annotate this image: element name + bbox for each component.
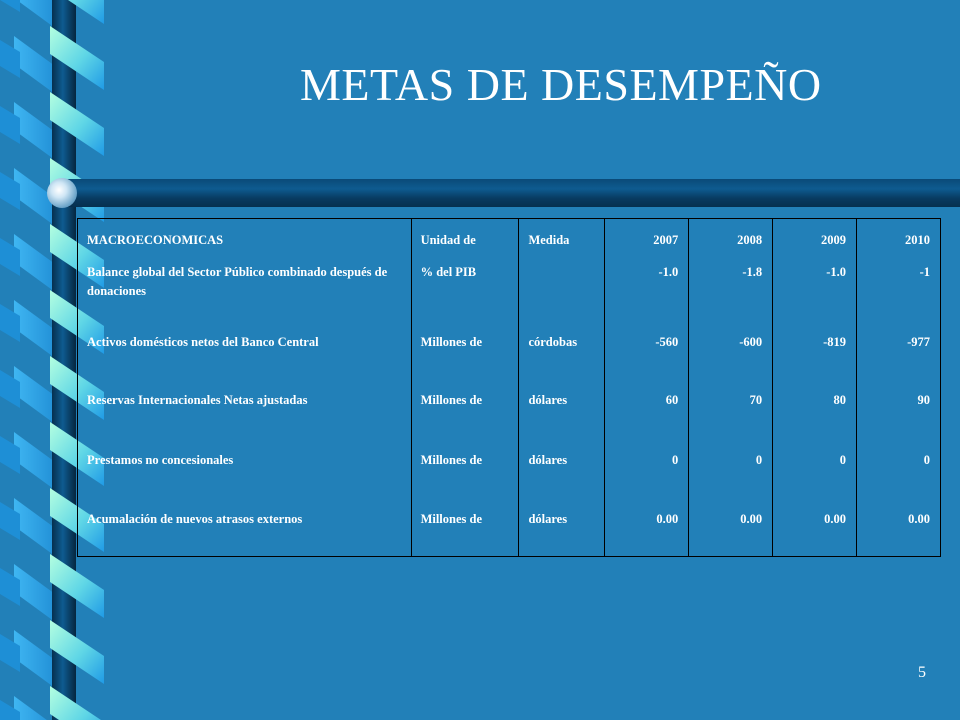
table-cell: -977 — [857, 321, 941, 379]
table-cell: dólares — [519, 379, 605, 439]
divider-bar — [62, 179, 960, 207]
table-row — [78, 439, 941, 498]
header-cell: 2008 — [689, 219, 773, 261]
table-cell: dólares — [519, 439, 605, 498]
header-cell: 2010 — [857, 219, 941, 261]
table-row — [78, 379, 941, 439]
table-cell: dólares — [519, 498, 605, 557]
table-cell: -1 — [857, 261, 941, 321]
table-row — [78, 261, 941, 321]
table-cell: 0.00 — [689, 498, 773, 557]
table-cell: -1.8 — [689, 261, 773, 321]
header-cell: Unidad de — [411, 219, 519, 261]
table-row — [78, 321, 941, 379]
table-cell: 0 — [689, 439, 773, 498]
table-cell: Balance global del Sector Público combinado después de donaciones — [78, 261, 412, 321]
divider-knob — [47, 178, 77, 208]
table-cell: 60 — [605, 379, 689, 439]
table-cell: -819 — [773, 321, 857, 379]
table-cell: -1.0 — [605, 261, 689, 321]
table-cell — [519, 261, 605, 321]
table-header-row — [78, 219, 941, 261]
table-cell: Millones de — [411, 498, 519, 557]
performance-goals-table — [77, 218, 941, 557]
table-cell: Acumalación de nuevos atrasos externos — [78, 498, 412, 557]
table-cell: 0 — [857, 439, 941, 498]
table-cell: Millones de — [411, 439, 519, 498]
table-cell: 0 — [773, 439, 857, 498]
table-cell: -600 — [689, 321, 773, 379]
header-cell: 2009 — [773, 219, 857, 261]
page-title: METAS DE DESEMPEÑO — [300, 59, 822, 110]
page-number: 5 — [918, 664, 926, 681]
table-cell: 90 — [857, 379, 941, 439]
table-cell: Millones de — [411, 321, 519, 379]
table-cell: Activos domésticos netos del Banco Central — [78, 321, 412, 379]
header-cell: Medida — [519, 219, 605, 261]
table-cell: Prestamos no concesionales — [78, 439, 412, 498]
table-cell: 80 — [773, 379, 857, 439]
table-cell: -1.0 — [773, 261, 857, 321]
header-cell: MACROECONOMICAS — [78, 219, 412, 261]
table-cell: córdobas — [519, 321, 605, 379]
table-cell: 0.00 — [857, 498, 941, 557]
table-cell: 0.00 — [605, 498, 689, 557]
table-cell: % del PIB — [411, 261, 519, 321]
table-cell: -560 — [605, 321, 689, 379]
table-row — [78, 498, 941, 557]
table-cell: 70 — [689, 379, 773, 439]
table-cell: 0 — [605, 439, 689, 498]
table-cell: Millones de — [411, 379, 519, 439]
table-cell: 0.00 — [773, 498, 857, 557]
header-cell: 2007 — [605, 219, 689, 261]
table-cell: Reservas Internacionales Netas ajustadas — [78, 379, 412, 439]
ribbon-tab-segment — [0, 0, 20, 12]
